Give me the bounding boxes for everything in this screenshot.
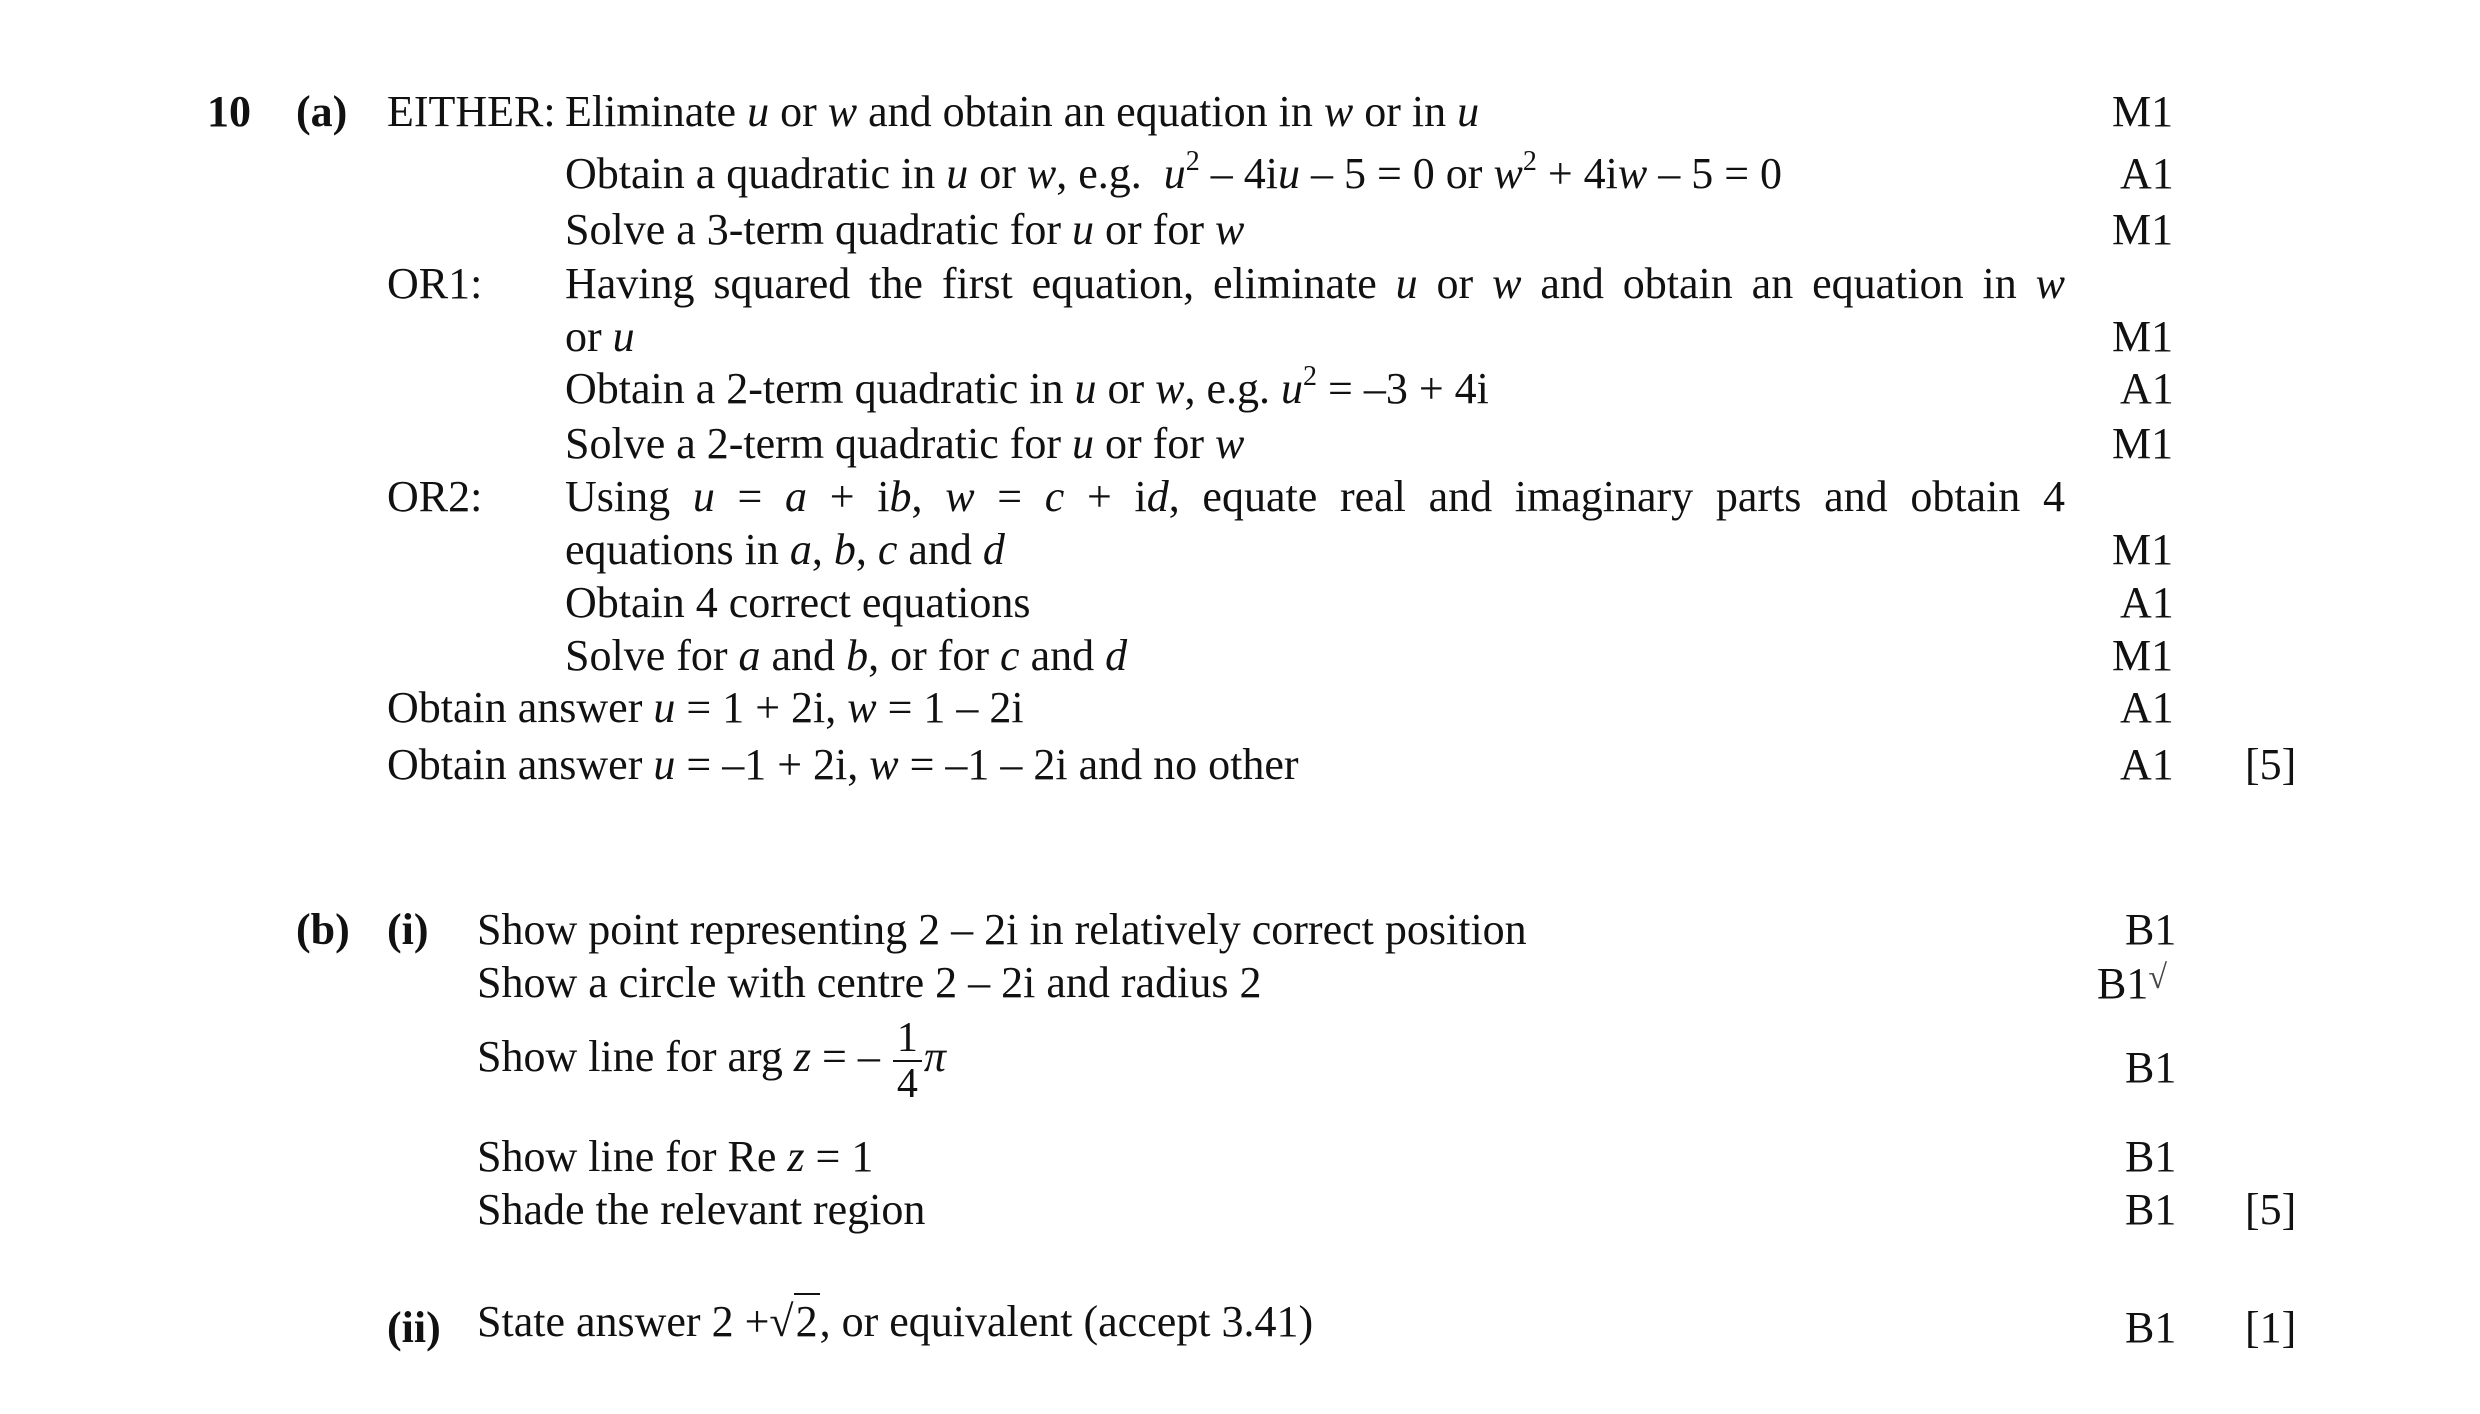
sub-ii-label: (ii) [387,1303,441,1352]
answer-suffix: , or equivalent (accept 3.41) [819,1297,1314,1346]
or2-step-1: Using u = a + ib, w = c + id, equate real and imaginary parts and obtain 4 [565,472,2066,521]
mark: M1 [2112,631,2174,680]
either-step-3: Solve a 3-term quadratic for u or for w [565,205,1245,254]
or2-step-2: Obtain 4 correct equations [565,578,1031,627]
mark: M1 [2112,87,2174,136]
or1-step-1: Having squared the first equation, eliminate u or w and obtain an equation in w [565,259,2065,308]
fraction-numerator: 1 [893,1016,922,1062]
mark: A1 [2120,364,2174,413]
or2-step-1-cont: equations in a, b, c and d [565,525,1005,574]
arg-line-prefix: Show line for arg [477,1032,783,1082]
or2-step-3: Solve for a and b, or for c and d [565,631,1128,680]
b-i-step-4: Show line for Re z = 1 [477,1132,874,1181]
mark: B1 [2125,1132,2177,1181]
mark: B1 [2125,1185,2177,1234]
mark: M1 [2112,419,2174,468]
or1-step-2: Obtain a 2-term quadratic in u or w, e.g. $u^2 = -3 + 4i$ [565,361,1489,413]
b-i-step-5: Shade the relevant region [477,1185,926,1234]
mark: B1 [2125,1043,2177,1092]
mark: A1 [2120,740,2174,789]
sub-i-label: (i) [387,905,429,954]
or1-label: OR1: [387,259,483,308]
question-number: 10 [207,87,251,136]
mark: A1 [2120,683,2174,732]
part-b-ii-total: [1] [2245,1303,2297,1352]
mark [2097,961,2167,1006]
b-i-step-1: Show point representing 2 – 2i in relatively correct position [477,905,1527,954]
mark: B1 [2125,905,2177,954]
or1-step-1-cont: or u [565,312,635,361]
either-label: EITHER: [387,87,556,136]
answer-1: Obtain answer u = 1 + 2i, w = 1 – 2i [387,683,1024,732]
part-b-label: (b) [296,905,350,954]
square-root: √2 [769,1300,819,1344]
answer-prefix: State answer [477,1297,701,1346]
or1-step-3: Solve a 2-term quadratic for u or for w [565,419,1245,468]
b-ii-answer [477,1297,1314,1346]
mark: M1 [2112,205,2174,254]
quarter-fraction [893,1016,922,1106]
answer-expr: 2 + [711,1297,770,1346]
mark: A1 [2120,149,2174,198]
radicand: 2 [794,1293,820,1346]
mark: B1 [2125,1303,2177,1352]
part-a-label: (a) [296,87,348,136]
mark-value: B1 [2097,959,2149,1008]
part-b-i-total: [5] [2245,1185,2297,1234]
or2-label: OR2: [387,472,483,521]
mark: M1 [2112,312,2174,361]
either-step-1: Eliminate u or w and obtain an equation in w or in u [565,87,1480,136]
mark: M1 [2112,525,2174,574]
part-a-total: [5] [2245,740,2297,789]
b-i-step-3: Show line for arg z = – $\frac{1}{4}$ π [477,1015,946,1108]
answer-2: Obtain answer u = –1 + 2i, w = –1 – 2i and no other [387,740,1299,789]
either-step-2: Obtain a quadratic in u or w, e.g. $u^2 - 4iu - 5 = 0$ or $w^2 + 4iw - 5 = 0$ [565,146,1783,198]
fraction-denominator: 4 [896,1061,918,1108]
follow-through-tick-icon: √ [2148,959,2168,996]
b-i-step-2: Show a circle with centre 2 – 2i and radius 2 [477,958,1262,1007]
mark: A1 [2120,578,2174,627]
